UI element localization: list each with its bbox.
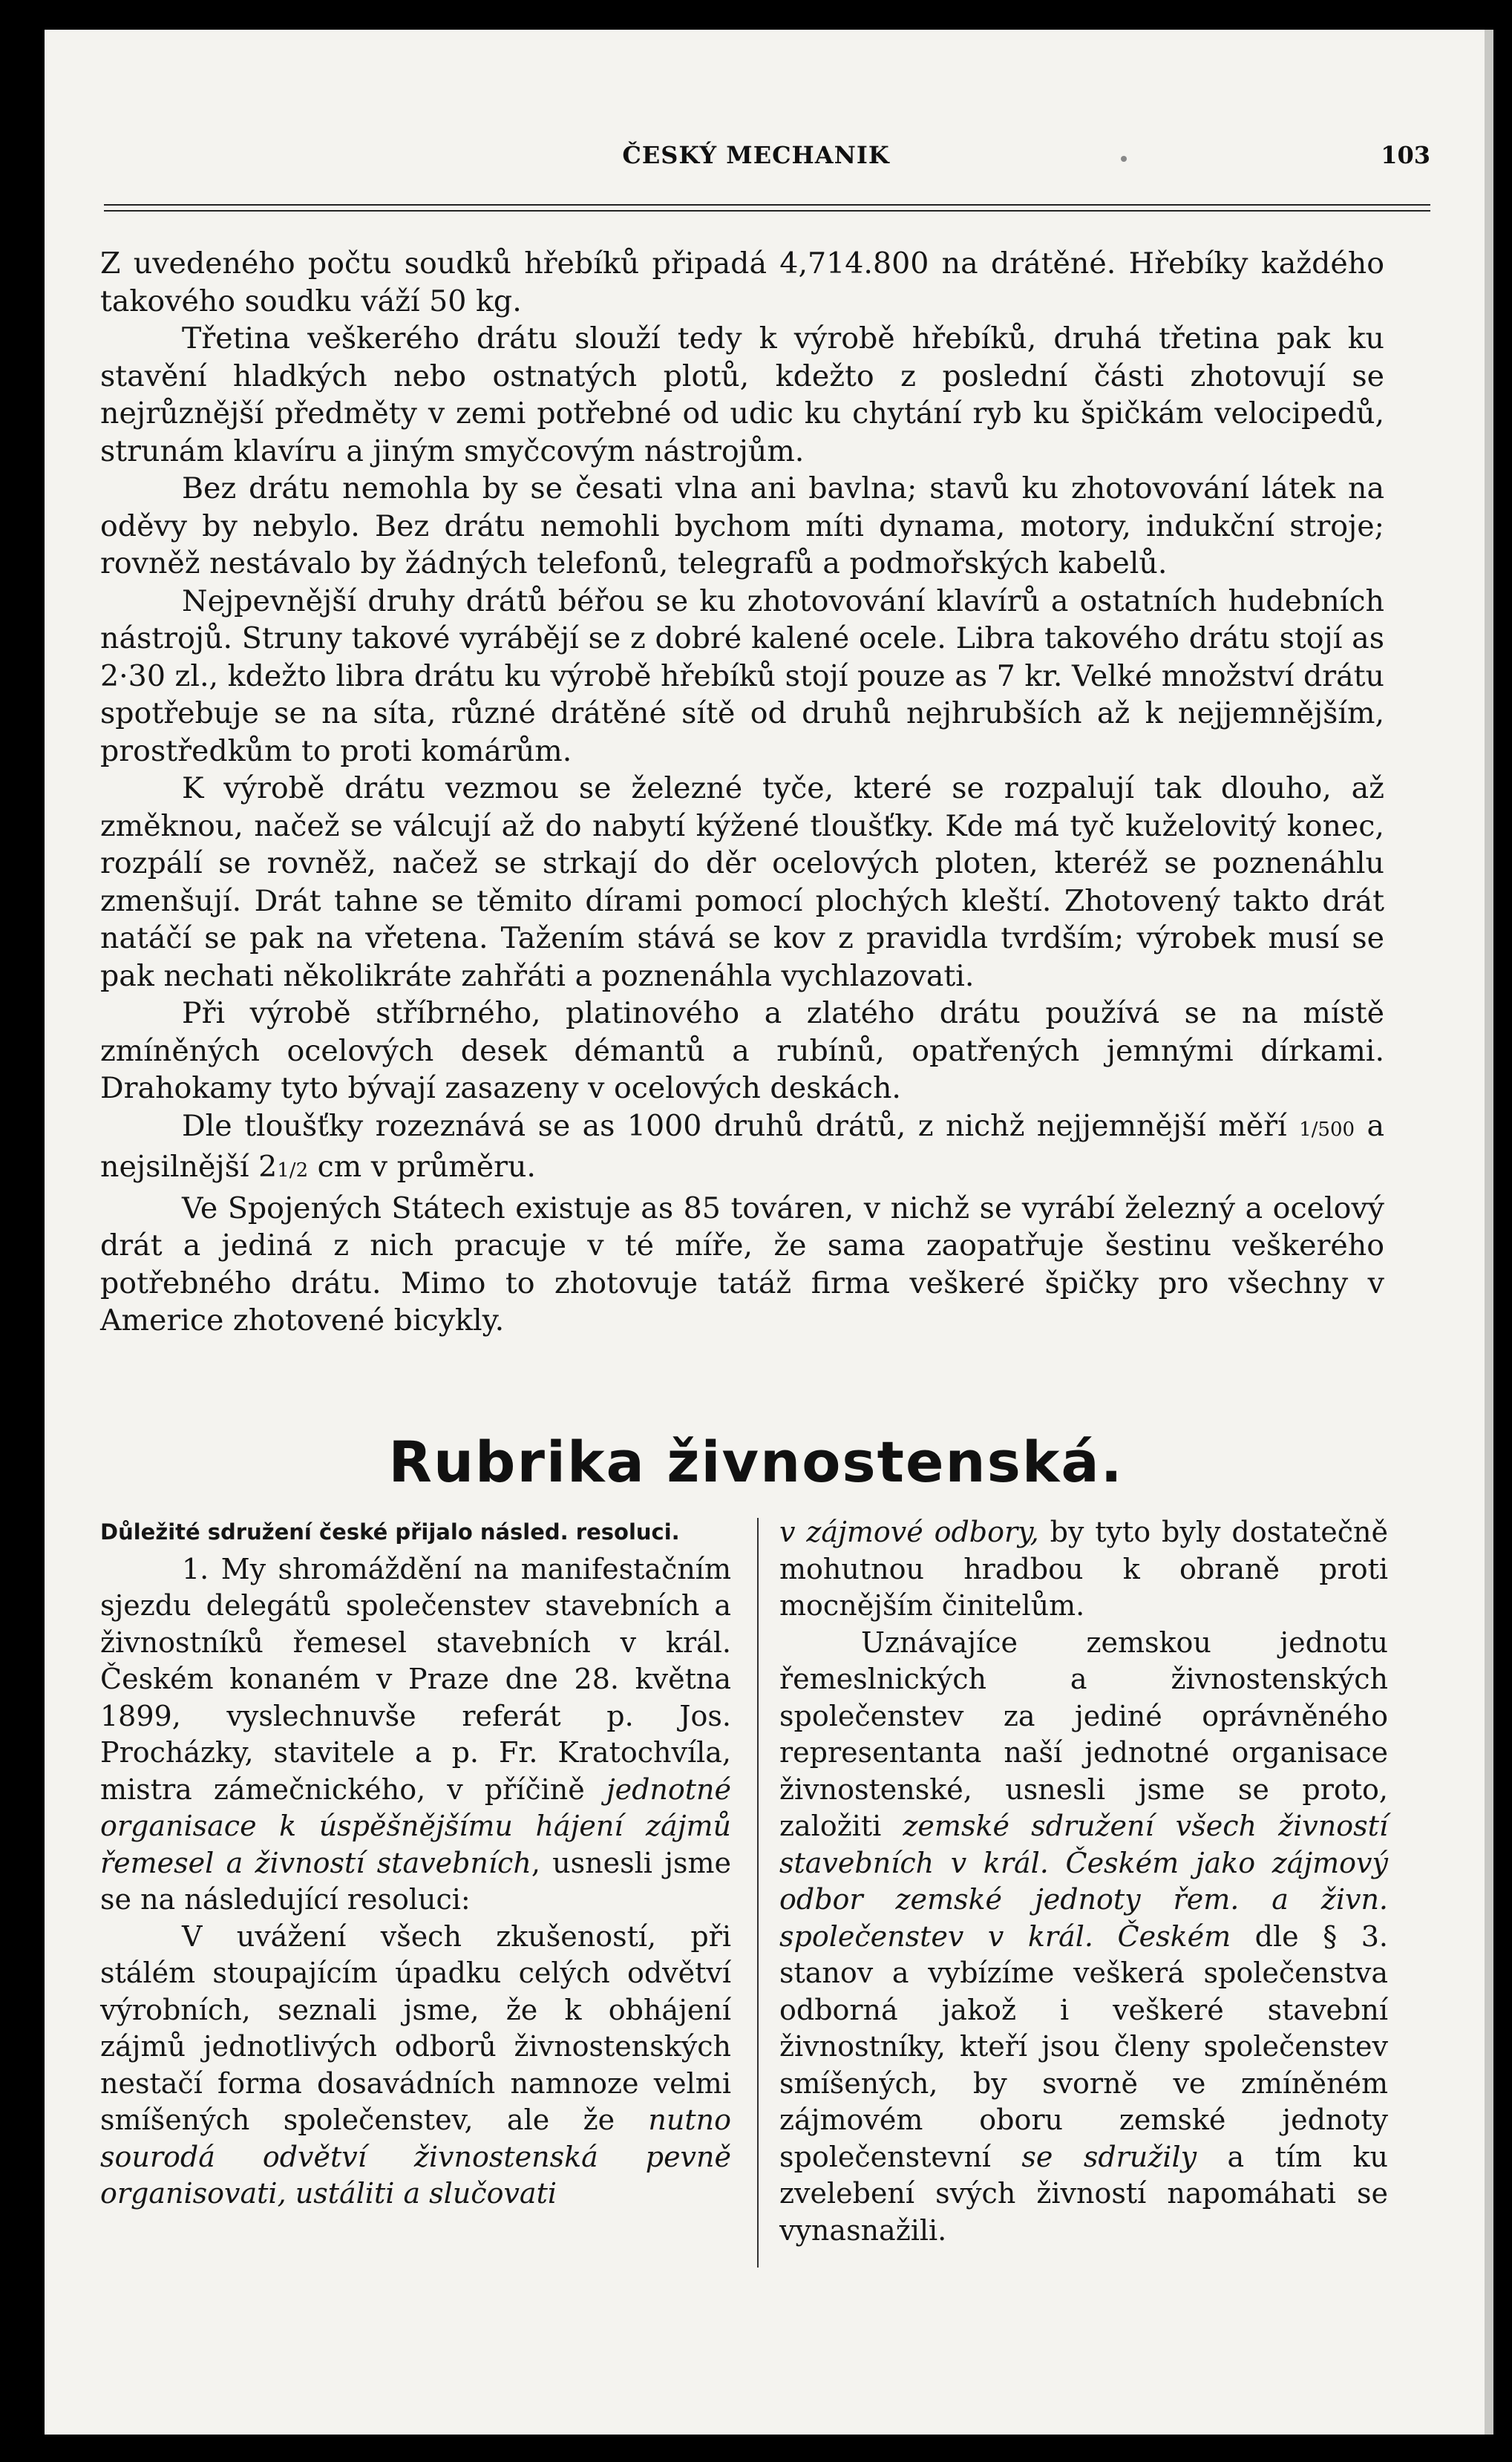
column-divider — [757, 1518, 759, 2268]
header-rule-bottom — [104, 210, 1430, 212]
emphasis: jednotné organisace k úspěšnějšímu hájení zájmů řemesel a živností stavebních — [100, 1772, 731, 1879]
paragraph: Při výrobě stříbrného, platinového a zlatého drátu používá se na místě zmíněných ocelových desek démantů a rubínů, opatřených jemnými dírkami. Drahokamy tyto bývají zasazeny v ocelových deskách. — [100, 996, 1384, 1105]
paragraph: Nejpevnější druhy drátů béřou se ku zhotovování klavírů a ostatních hudebních nástrojů. Struny takové vyrábějí se z dobré kalené ocele. Libra takového drátu stojí as 2·30 zl., kdežto libra drátu ku výrobě hřebíků stojí pouze as 7 kr. Velké množství drátu spotřebuje se na síta, různé drátěné sítě od druhů nejhrubších až k nejjemnějším, prostředkům to proti komárům. — [100, 583, 1384, 768]
page-header — [59, 111, 1453, 178]
emphasis: se sdružily — [1021, 2140, 1197, 2173]
header-rule-top — [104, 204, 1430, 206]
paragraph: Ve Spojených Státech existuje as 85 továren, v nichž se vyrábí železný a ocelový drát a jediná z nich pracuje v té míře, že sama zaopatřuje šestinu veškerého potřebného drátu. Mimo to zhotovuje tatáž firma veškeré špičky pro všechny v Americe zhotovené bicykly. — [100, 1191, 1384, 1338]
paragraph: K výrobě drátu vezmou se železné tyče, které se rozpalují tak dlouho, až změknou, načež se válcují až do nabytí kýžené tloušťky. Kde má tyč kuželovitý konec, rozpálí se rovněž, načež se strkají do děr ocelových ploten, kteréž se poznenáhlu zmenšují. Drát tahne se těmito dírami pomocí plochých kleští. Zhotovený takto drát natáčí se pak na vřetena. Tažením stává se kov z pravidla tvrdším; výrobek musí se pak nechati několikráte zahřáti a poznenáhla vychlazovati. — [100, 771, 1384, 993]
article-body — [100, 245, 1384, 1340]
page-edge — [1485, 30, 1493, 2435]
paragraph: 1. My shromáždění na manifestačním sjezdu delegátů společenstev stavebních a živnostníků řemesel stavebních v král. Českém konaném v Praze dne 28. května 1899, vyslechnuvše referát p. Jos. Procházky, stavitele a p. Fr. Kratochvíla, mistra zámečnického, v příčině jednotné organisace k úspěšnějšímu hájení zájmů řemesel a živností stavebních, usnesli jsme se na následující resoluci: — [100, 1552, 731, 1916]
paragraph: Bez drátu nemohla by se česati vlna ani bavlna; stavů ku zhotovování látek na oděvy by nebylo. Bez drátu nemohli bychom míti dynama, motory, indukční stroje; rovněž nestávalo by žádných telefonů, telegrafů a podmořských kabelů. — [100, 471, 1384, 580]
emphasis: nutno sourodá odvětví živnostenská pevně organisovati, ustáliti a slučovati — [100, 2103, 731, 2210]
emphasis: zemské sdružení všech živností stavebních v král. Českém jako zájmový odbor zemské jednoty řem. a živn. společenstev v král. Českém — [779, 1810, 1388, 1953]
paragraph: Z uvedeného počtu soudků hřebíků připadá 4,714.800 na drátěné. Hřebíky každého takového soudku váží 50 kg. — [100, 246, 1384, 318]
paragraph: V uvážení všech zkušeností, při stálém stoupajícím úpadku celých odvětví výrobních, seznali jsme, že k obhájení zájmů jednotlivých odborů živnostenských nestačí forma dosavádních namnoze velmi smíšených společenstev, ale že nutno sourodá odvětví živnostenská pevně organisovati, ustáliti a slučovati — [100, 1919, 731, 2210]
page-number: 103 — [1381, 141, 1430, 169]
paragraph: Třetina veškerého drátu slouží tedy k výrobě hřebíků, druhá třetina pak ku stavění hladkých nebo ostnatých plotů, kdežto z poslední části zhotovují se nejrůznější předměty v zemi potřebné od udic ku chytání ryb ku špičkám velocipedů, strunám klavíru a jiným smyčcovým nástrojům. — [100, 321, 1384, 468]
paragraph: Uznávajíce zemskou jednotu řemeslnických a živnostenských společenstev za jediné oprávněného representanta naší jednotné organisace živnostenské, usnesli jsme se proto, založiti zemské sdružení všech živností stavebních v král. Českém jako zájmový odbor zemské jednoty řem. a živn. společenstev v král. Českém dle § 3. stanov a vybízíme veškerá společenstva odborná jakož i veškeré stavební živnostníky, kteří jsou členy společenstev smíšených, by svorně ve zmíněném zájmovém oboru zemské jednoty společenstevní se sdružily a tím ku zvelebení svých živností napomáhati se vynasnažili. — [779, 1625, 1388, 2247]
emphasis: v zájmové odbory, — [779, 1516, 1039, 1548]
fraction: 1/500 — [1299, 1118, 1355, 1141]
section-heading: Rubrika živnostenská. — [388, 1429, 1124, 1495]
right-column — [779, 1514, 1388, 2249]
resolution-lead: Důležité sdružení české přijalo násled. resoluci. — [100, 1519, 680, 1545]
fraction: 1/2 — [277, 1159, 309, 1182]
paragraph-dimensions: Dle tloušťky rozeznává se as 1000 druhů drátů, z nichž nejjemnější měří 1/500 a nejsilnější 21/2 cm v průměru. — [100, 1108, 1384, 1184]
left-column — [100, 1514, 731, 2213]
paragraph: v zájmové odbory, by tyto byly dostatečně mohutnou hradbou k obraně proti mocnějším činitelům. — [779, 1516, 1388, 1622]
running-title: ČESKÝ MECHANIK — [622, 141, 890, 169]
